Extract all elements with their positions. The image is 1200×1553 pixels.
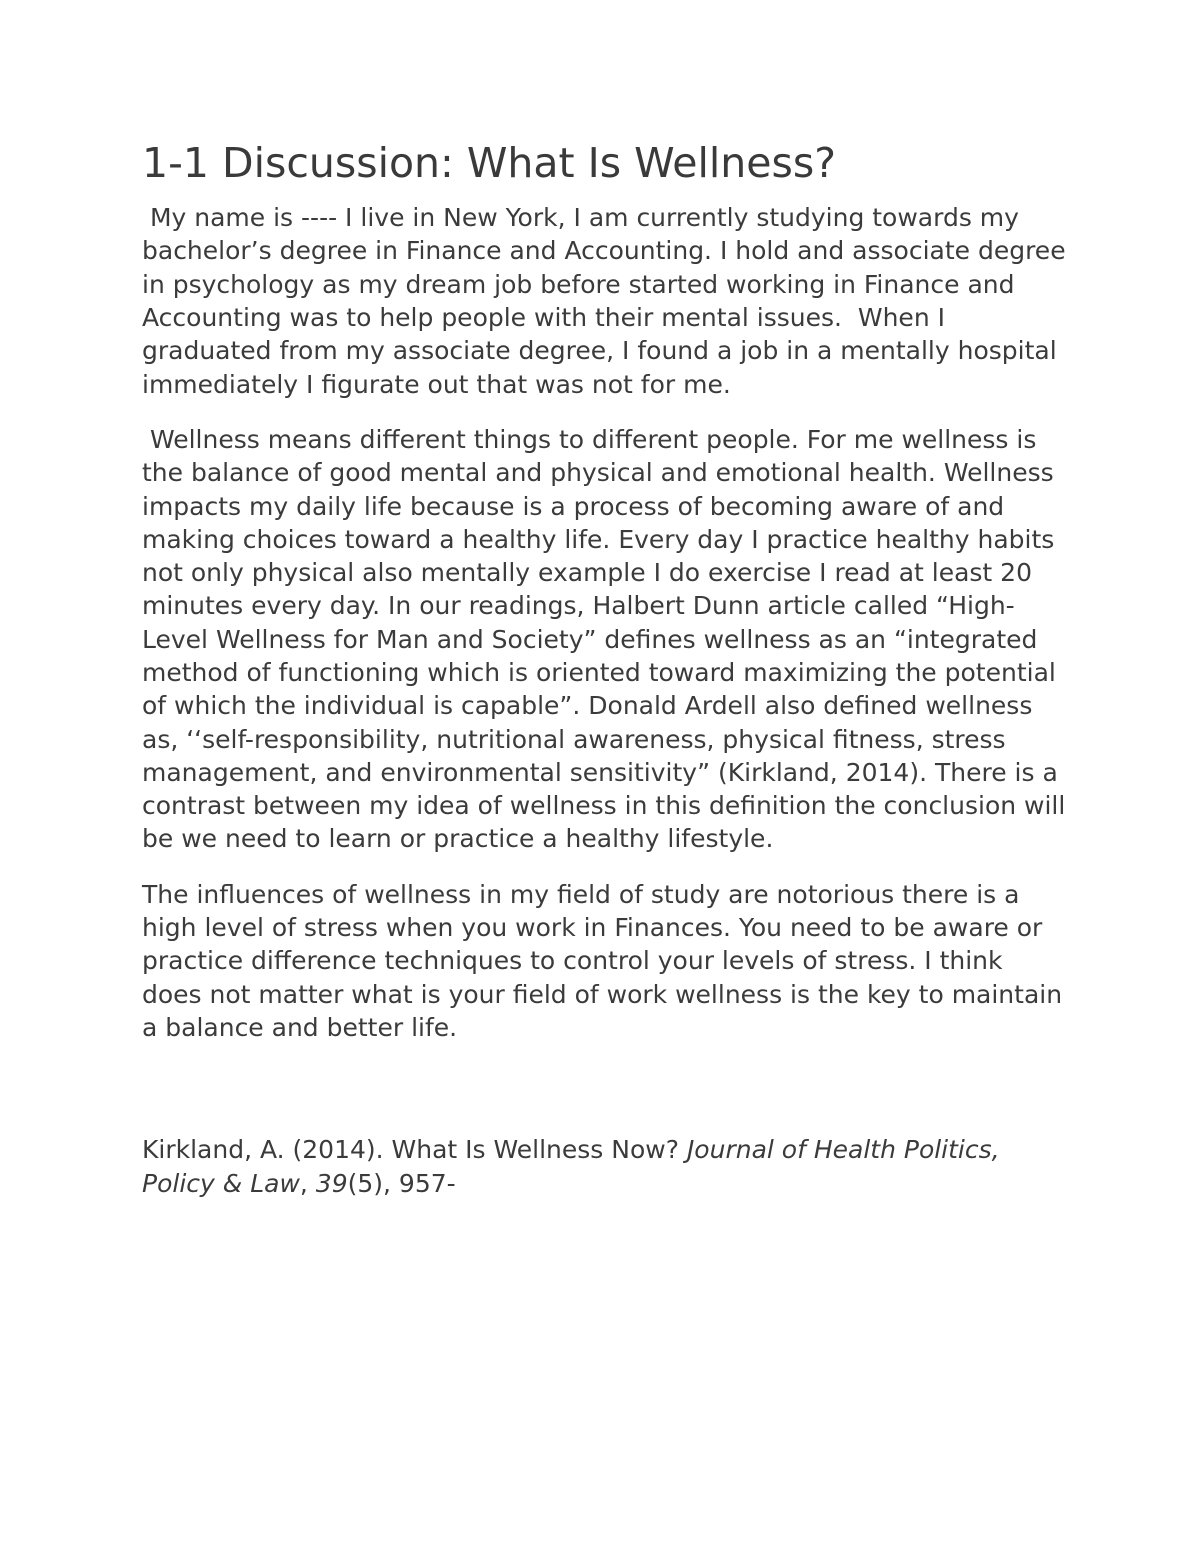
reference-separator: ,: [299, 1168, 316, 1198]
paragraph-introduction: My name is ---- I live in New York, I am currently studying towards my bachelor’s degree in Finance and Accounting. I hold and associate degree in psychology as my dream job before started working in Finance and Accounting was to help people with their mental issues. When I graduated from my associate degree, I found a job in a mentally hospital immediately I figurate out that was not for me.: [142, 203, 1074, 399]
reference-citation: [142, 1133, 1067, 1200]
reference-authors-title: Kirkland, A. (2014). What Is Wellness Now?: [142, 1135, 687, 1165]
reference-volume: 39: [315, 1168, 348, 1198]
document-body: [142, 139, 1074, 1200]
paragraph-wellness-definition: Wellness means different things to different people. For me wellness is the balance of good mental and physical and emotional health. Wellness impacts my daily life because is a process of becoming aware of and making choices toward a healthy life. Every day I practice healthy habits not only physical also mentally example I do exercise I read at least 20 minutes every day. In our readings, Halbert Dunn article called “High-Level Wellness for Man and Society” defines wellness as an “integrated method of functioning which is oriented toward maximizing the potential of which the individual is capable”. Donald Ardell also defined wellness as, ‘‘self-responsibility, nutritional awareness, physical fitness, stress management, and environmental sensitivity” (Kirkland, 2014). There is a contrast between my idea of wellness in this definition the conclusion will be we need to learn or practice a healthy lifestyle.: [142, 424, 1074, 854]
reference-journal: Journal of Health Politics, Policy & Law: [142, 1135, 1000, 1198]
paragraph-field-of-study: The influences of wellness in my field of study are notorious there is a high level of stress when you work in Finances. You need to be aware or practice difference techniques to control your levels of stress. I think does not matter what is your field of work wellness is the key to maintain a balance and better life.: [142, 879, 1071, 1042]
reference-issue-pages: (5), 957-: [347, 1168, 456, 1198]
document-title: 1-1 Discussion: What Is Wellness?: [142, 139, 836, 187]
